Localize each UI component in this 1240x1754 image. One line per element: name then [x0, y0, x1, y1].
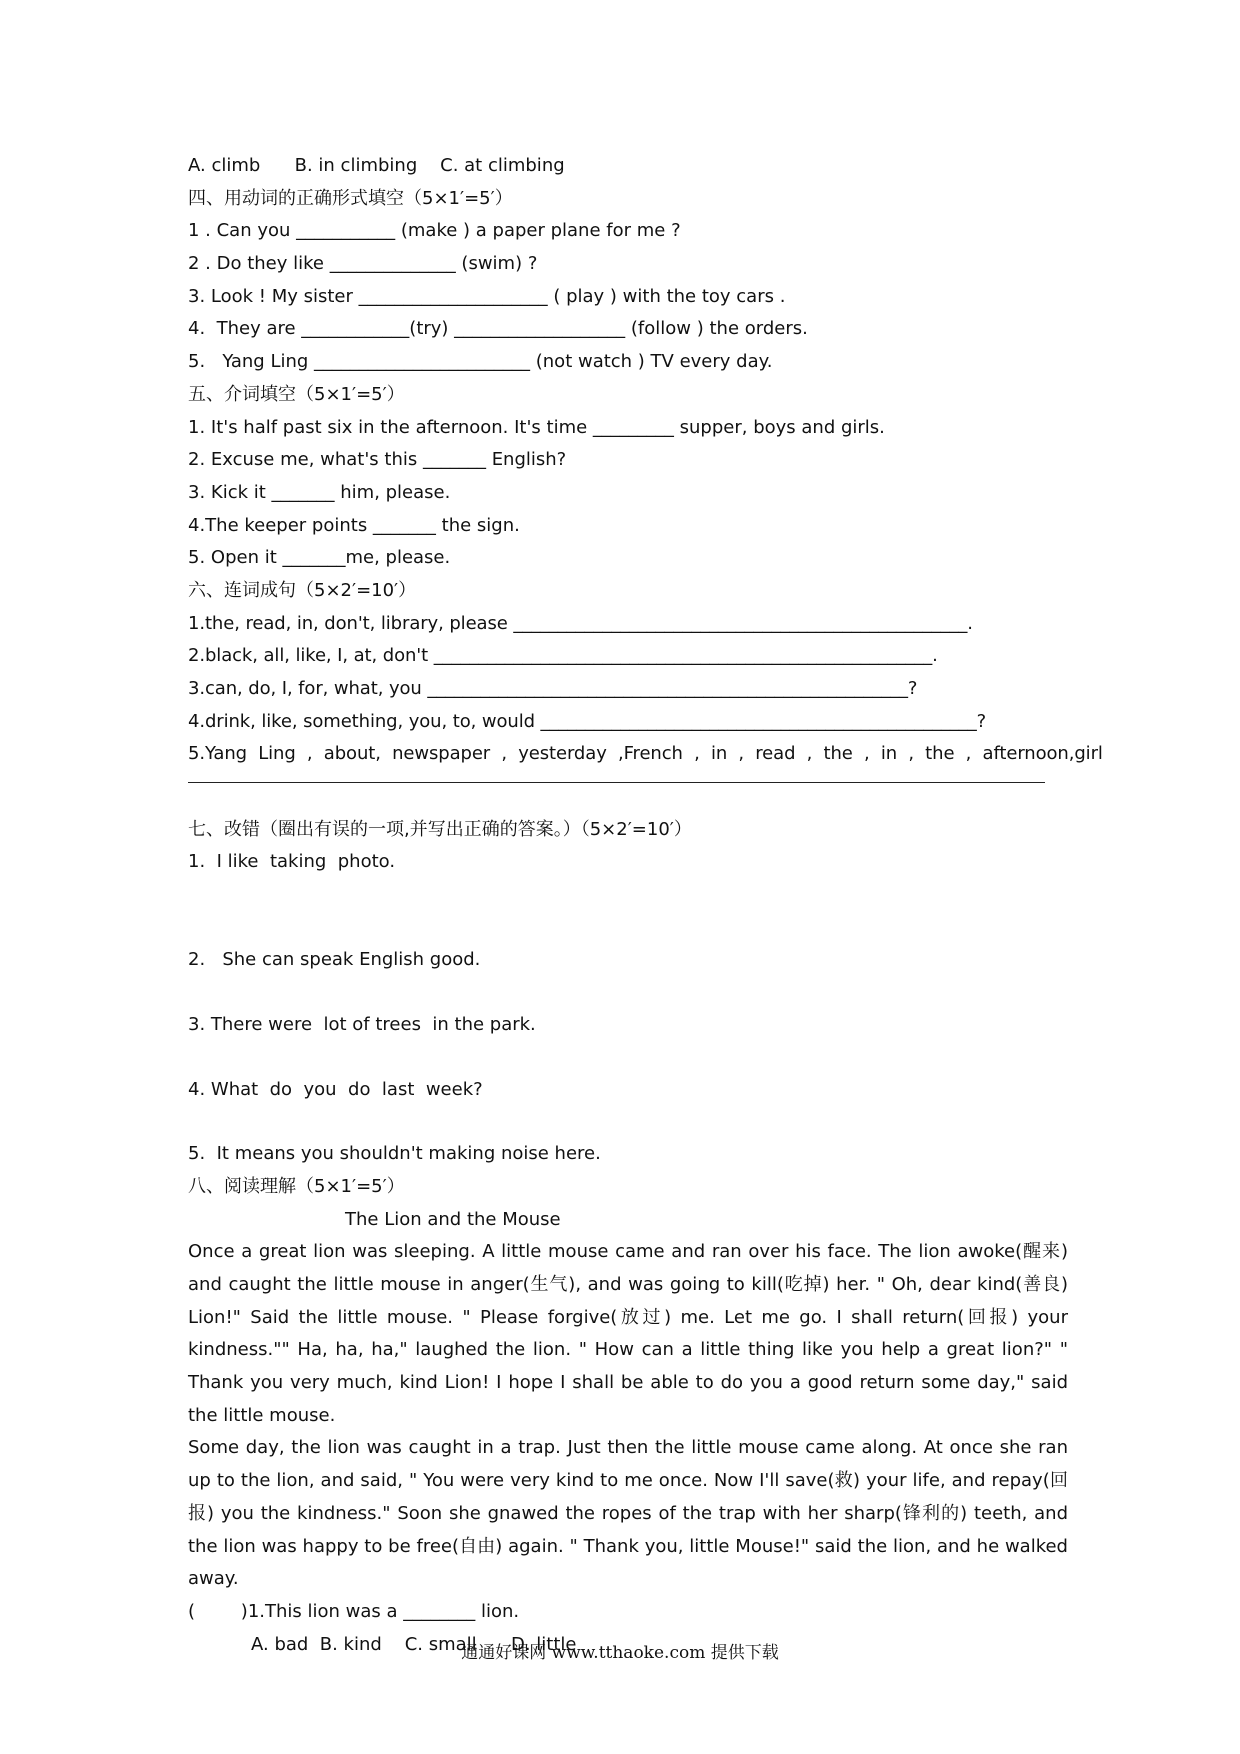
section4-heading: 四、用动词的正确形式填空（5×1′=5′）: [188, 187, 513, 209]
section8-heading: 八、阅读理解（5×1′=5′）: [188, 1175, 405, 1197]
section6-heading: 六、连词成句（5×2′=10′）: [188, 579, 417, 601]
section6-item-4: 4.drink, like, something, you, to, would _________________________________________________?: [188, 710, 987, 732]
answer-rule: [188, 781, 1045, 783]
q3-options: A. climb B. in climbing C. at climbing: [188, 155, 565, 176]
spacer: [188, 879, 1068, 944]
story-paragraph-1: Once a great lion was sleeping. A little mouse came and ran over his face. The lion awoke(醒来) and caught the little mouse in anger(生气), and was going to kill(吃掉) her. " Oh, dear kind(善良) Lion!" Said the little mouse. " Please forgive(放过) me. Let me go. I shall return(回报) your kindness."" Ha, ha, ha," laughed the lion. " How can a little thing like you help a great lion?" " Thank you very much, kind Lion! I hope I shall be able to do you a good return some day," said the little mouse.: [188, 1241, 1068, 1426]
story-paragraph-2: Some day, the lion was caught in a trap. Just then the little mouse came along. At once she ran up to the lion, and said, " You were very kind to me once. Now I'll save(救) your life, and repay(回报) you the kindness." Soon she gnawed the ropes of the trap with her sharp(锋利的) teeth, and the lion was happy to be free(自由) again. " Thank you, little Mouse!" said the lion, and he walked away.: [188, 1437, 1068, 1590]
section6-item-2: 2.black, all, like, I, at, don't ________________________________________________________.: [188, 645, 938, 667]
spacer: [188, 1042, 1068, 1074]
section5-item-2: 2. Excuse me, what's this _______ English?: [188, 449, 567, 471]
section6-item-5: 5.Yang Ling , about, newspaper , yesterday ,French , in , read , the , in , the , afternoon,girl: [188, 743, 1103, 765]
section5-item-4: 4.The keeper points _______ the sign.: [188, 514, 520, 536]
spacer: [188, 977, 1068, 1009]
answer-line: [188, 781, 1068, 814]
section4-item-3: 3. Look ! My sister _____________________ ( play ) with the toy cars .: [188, 285, 786, 307]
section4-item-4: 4. They are ____________(try) ___________________ (follow ) the orders.: [188, 318, 808, 340]
section7-item-5: 5. It means you shouldn't making noise here.: [188, 1143, 601, 1165]
section5-item-1: 1. It's half past six in the afternoon. It's time _________ supper, boys and girls.: [188, 416, 885, 438]
section6-item-1: 1.the, read, in, don't, library, please ___________________________________________________.: [188, 612, 973, 634]
section7-heading: 七、改错（圈出有误的一项,并写出正确的答案。）（5×2′=10′）: [188, 818, 692, 840]
section7-item-2: 2. She can speak English good.: [188, 949, 481, 971]
section7-item-4: 4. What do you do last week?: [188, 1078, 483, 1100]
story-title: The Lion and the Mouse: [345, 1208, 561, 1230]
section5-item-3: 3. Kick it _______ him, please.: [188, 481, 451, 503]
section7-item-1: 1. I like taking photo.: [188, 851, 396, 873]
section5-heading: 五、介词填空（5×1′=5′）: [188, 383, 405, 405]
spacer: [188, 1106, 1068, 1138]
section4-item-5: 5. Yang Ling ________________________ (not watch ) TV every day.: [188, 351, 773, 373]
reading-question-1-options: A. bad B. kind C. small D. little: [251, 1633, 577, 1655]
section6-item-3: 3.can, do, I, for, what, you ______________________________________________________?: [188, 678, 918, 699]
worksheet-page: [188, 150, 1103, 1661]
section4-item-1: 1 . Can you ___________ (make ) a paper plane for me ?: [188, 220, 681, 242]
section4-item-2: 2 . Do they like ______________ (swim) ?: [188, 253, 538, 275]
footer-credit: 通通好课网 www.tthaoke.com 提供下载: [461, 1643, 779, 1663]
reading-question-1: ( )1.This lion was a ________ lion.: [188, 1600, 520, 1622]
section5-item-5: 5. Open it _______me, please.: [188, 547, 451, 569]
section7-item-3: 3. There were lot of trees in the park.: [188, 1013, 536, 1035]
